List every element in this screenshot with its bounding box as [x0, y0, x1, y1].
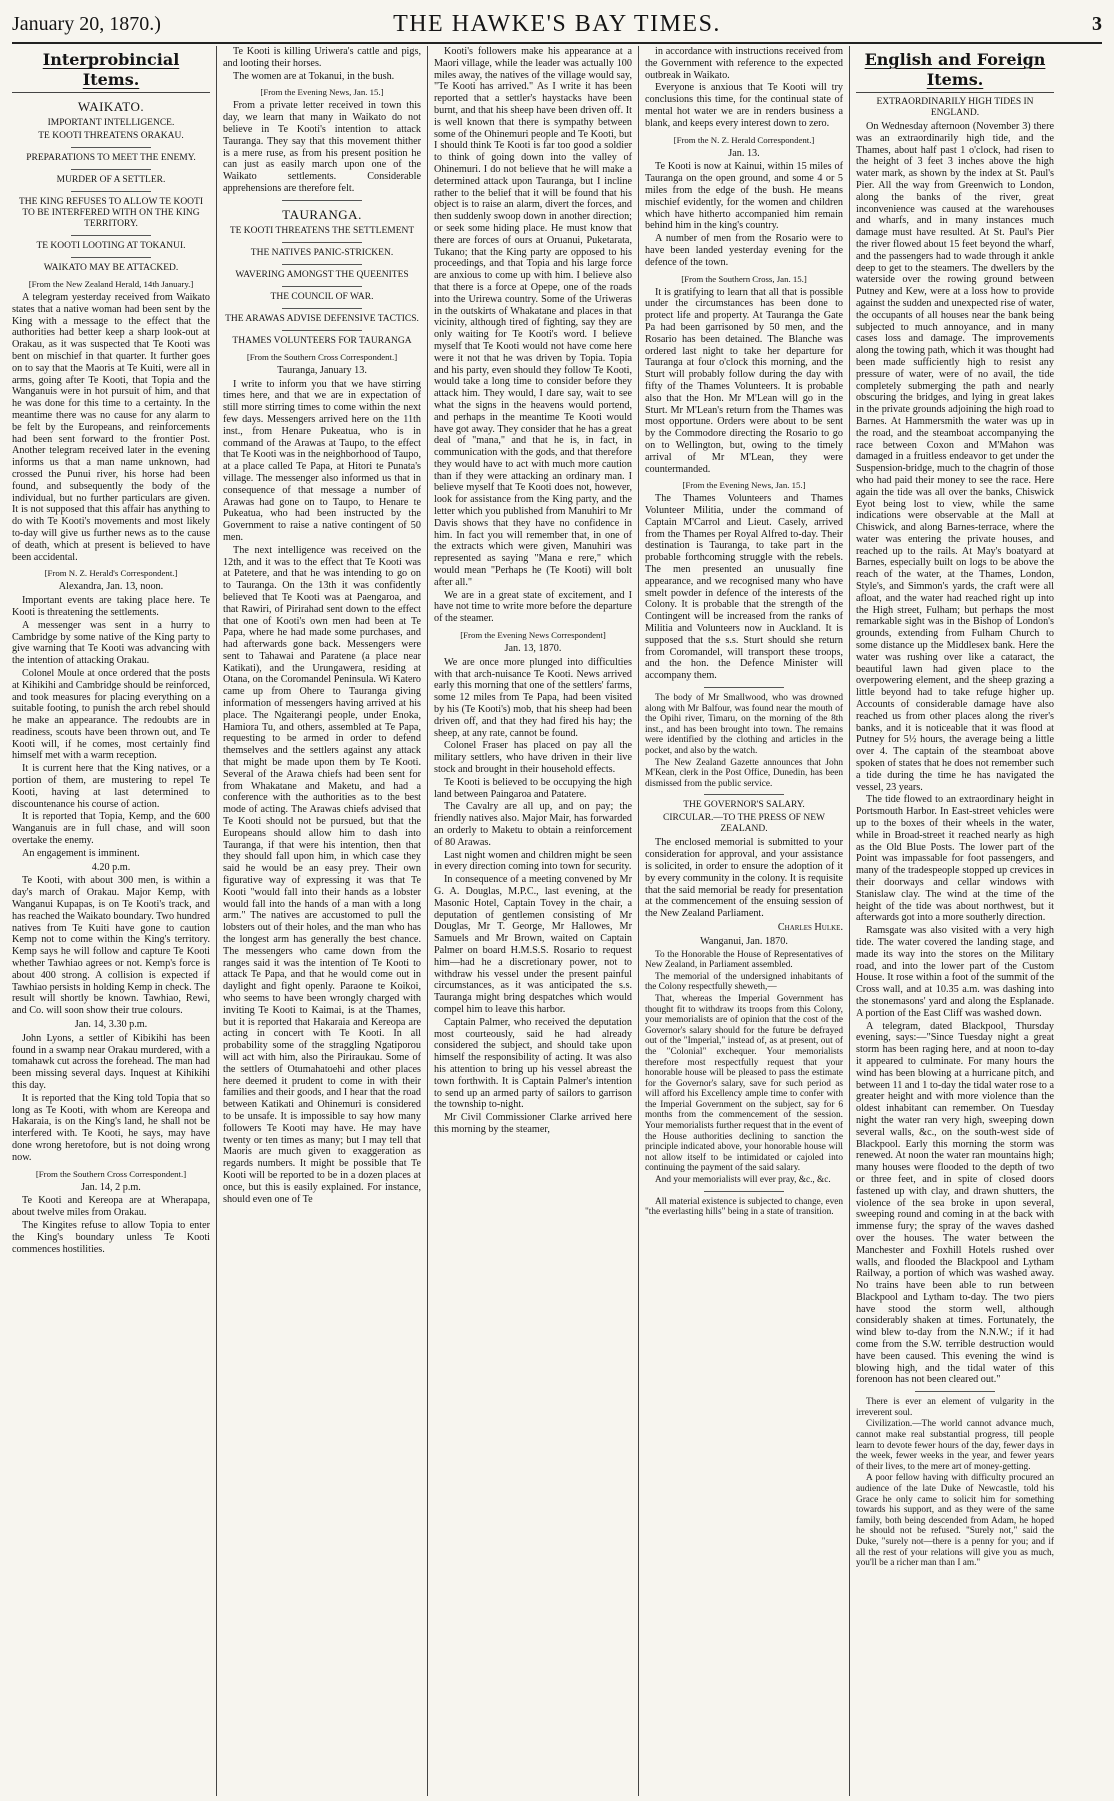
source-line: [From the Southern Cross Correspondent.] — [246, 351, 398, 362]
heading-high-tides: EXTRAORDINARILY HIGH TIDES IN ENGLAND. — [876, 97, 1034, 118]
paragraph: Te Kooti is believed to be occupying the high land between Paingaroa and Patatere. — [434, 776, 632, 800]
source-line: [From the N. Z. Herald Correspondent.] — [673, 134, 815, 145]
paragraph: The women are at Tokanui, in the bush. — [233, 70, 395, 82]
source-line: [From N. Z. Herald's Correspondent.] — [44, 568, 178, 579]
paragraph: That, whereas the Imperial Government has thought fit to withdraw its troops from this Colony, your memorialists are of opinion that the cost of the Governor's salary should for the future be defrayed out of the "Imperial," instead of, as at present, out of the "Colonial" exchequer. Your memorialists therefore most respectfully request that your honorable house will be pleased to pass the estimate for the Governor's salary, save for such period as will afford his Excellency ample time to confer with the Imperial Government on the subject, say for 6 months from the commencement of the session. Your memorialists further request that in the event of the House authorities declining to sanction the principle indicated above, your honorable house will not allow itself to be intimidated or cajoled into continuing the payment of the said salary. — [645, 993, 843, 1174]
dateline: Jan. 13, 1870. — [504, 643, 562, 655]
paragraph: Ramsgate was also visited with a very high tide. The water covered the landing stage, and made its way into the stores on the Military road, and into the lower part of the Custom House. It rose within a foot of the summit of the Cross wall, and at 10.35 a.m. was dashing into the stonemasons' yard and along the Esplanade. A portion of the East Cliff was washed down. — [856, 925, 1054, 1019]
paragraph: I write to inform you that we have stirring times here, and that we are in expectation of still more stirring times to come within the next few days. Messengers arrived here on the 11th inst., from Henare Pukeatua, who is in command of the Arawas at Taupo, to the effect that Te Kooti was in the neighborhood of Taupo, at a place called Te Papa, at Hitori te Punata's village. The messenger also informed us that in consequence of that message a number of Arawas had gone on to Taupo, to Henare te Pukeatua, who had been instructed by the Government to raise a native contingent of 50 men. — [223, 378, 421, 543]
paragraph: An engagement is imminent. — [22, 847, 140, 859]
paragraph: And your memorialists will ever pray, &c., &c. — [655, 1175, 831, 1186]
heading-tauranga: TAURANGA. — [282, 206, 362, 222]
paragraph: Colonel Moule at once ordered that the posts at Kihikihi and Cambridge should be reinforced, and took measures for placing everything on a suitable footing, to punish the arch rebel should he make an appearance. The redoubts are in readiness, scouts have been thrown out, and Te Kooti will, if he comes, most certainly find himself met with a warm reception. — [12, 667, 210, 762]
paragraph: Last night women and children might be seen in every direction coming into town for security. — [434, 849, 632, 873]
subheading: MURDER OF A SETTLER. — [56, 175, 166, 185]
paragraph: The next intelligence was received on the 12th, and it was to the effect that Te Kooti was at Patetere, and that he was intending to go on to Tauranga. On the 13th it was confidently believed that Te Kooti was at Paengaroa, and that Rawiri, of Pirirahad sent down to the effect that one of Kooti's own men had been at Te Papa, where he had made some purchases, and had afterwards gone back. Messengers were sent to Tahawai and Paratene (a place near Katikati), and the Urungawera, residing at Otana, on the Coromandel Peninsula. Wi Katero came up from Ohere to Tauranga giving information of messengers having arrived at his place. The Ngaiterangi people, under Enoka, Hamiora Tu, and others, assembled at Te Papa, requesting to be armed in order to defend themselves and the settlers against any attack that might be made upon them by Te Kooti. Several of the Arawa chiefs had been sent for from Whakatane and Maketu, and had a conference with the authorities as to the best mode of acting. The Arawas chiefs advised that Te Kooti should not be pursued, but that the Europeans should allow him to dash into Tauranga, if that were his intention, then that they should fall upon him, in which case they said he would be an easy prey. Their own figurative way of expressing it was that Te Kooti "would fall into their hands as a lobster would fall into the hands of a man with a long arm." The natives are accustomed to pull the lobsters out of their holes, and the man who has the longest arm has generally the best chance. The messengers who came down from the ranges said it was the intention of Te Kooti to attack Te Papa, and that he would come out in daylight and fight openly. Paraone te Koikoi, who seems to have been wrongly charged with inviting Te Kooti to Kaimai, is at the Thames, but it is reported that Hakaraia and Kereopa are acting in concert with Te Kooti. In all probability some of the straggling Ngatiporou will act with him, also the Piriraukau. Some of the settlers of Otumahatoehi and other places here deemed it prudent to come in with their families and their goods, and I hear that the road between Katikati and Ohinemuri is considered to be unsafe. It is impossible to say how many followers Te Kooti may have. He may have twenty or ten times as many; but I may tell that Maoris are much given to exaggeration as regards numbers. It might be possible that Te Kooti will be reported to be in a dozen places at once, but this is easily explained. For instance, should even one of Te — [223, 544, 421, 1205]
subheading: THE ARAWAS ADVISE DEFENSIVE TACTICS. — [225, 313, 419, 324]
paragraph: Te Kooti, with about 300 men, is within a day's march of Orakau. Major Kemp, with Wanganui Kupapas, is on Te Kooti's track, and has reached the Waikato boundary. Two hundred natives from Te Kuiti have gone to caution Kemp not to come within the King's territory. Kemp says he will follow and capture Te Kooti whether Tawhiao agrees or not. Kemp's force is about 400 strong. A collision is expected if Tawhiao persists in holding Kemp in check. The result will shortly be known. Tawhiao, Rewi, and Co. will soon show their true colours. — [12, 875, 211, 1017]
subheading: TE KOOTI THREATENS ORAKAU. — [38, 131, 184, 141]
paragraph: It is reported that Topia, Kemp, and the 600 Wanganuis are in full chase, and will soon overtake the enemy. — [12, 811, 210, 847]
paragraph: Everyone is anxious that Te Kooti will try conclusions this time, for the continual state of mental hot water we are in renders business a blank, and keeps every interest down to zero. — [645, 82, 843, 129]
paragraph: The memorial of the undersigned inhabitants of the Colony respectfully sheweth,— — [645, 971, 843, 993]
dateline: Jan. 14, 2 p.m. — [81, 1181, 141, 1193]
paragraph: It is reported that the King told Topia that so long as Te Kooti, with whom are Kereopa and Hakaraia, is on the King's land, he shall not be interfered with. Te Kooti, he says, may have done wrong heretofore, but is not doing wrong now. — [12, 1092, 210, 1163]
paragraph: John Lyons, a settler of Kibikihi has been found in a swamp near Orakau murdered, with a tomahawk cut across the forehead. The man had been missing several days. Inquest at Kihikihi this day. — [12, 1032, 210, 1091]
dateline: 4.20 p.m. — [91, 861, 131, 873]
source-line: [From the Evening News Correspondent] — [460, 630, 606, 641]
column-1 — [12, 46, 217, 1796]
paragraph: Colonel Fraser has placed on pay all the military settlers, who have driven in their live stock and brought in their household effects. — [434, 740, 632, 776]
dateline: Jan. 13. — [728, 147, 760, 159]
subheading: PREPARATIONS TO MEET THE ENEMY. — [26, 153, 196, 163]
source-line: [From the Southern Cross, Jan. 15.] — [681, 273, 807, 284]
footnote: All material existence is subjected to change, even "the everlasting hills" being in a state of transition. — [645, 1196, 843, 1218]
dateline: Alexandra, Jan. 13, noon. — [58, 581, 164, 593]
subheading: THAMES VOLUNTEERS FOR TAURANGA — [232, 335, 412, 346]
paragraph: The Thames Volunteers and Thames Volunteer Militia, under the command of Captain M'Carrol and Lieut. Casely, arrived from the Thames per Royal Alfred to-day. Their destination is Tauranga, to take part in the probable forthcoming struggle with the rebels. The men presented an unusually fine appearance, and we recognised many who have smelt powder in defence of the interests of the Colony. It is probable that the strength of the Contingent will be increased from the ranks of Militia and Volunteers now in Auckland. It is supposed that the s.s. Sturt should she return from Coromandel, will transport these troops, and the hon. the Defence Minister will accompany them. — [645, 493, 843, 682]
paragraph: From a private letter received in town this day, we learn that many in Waikato do not believe in Te Kooti's intention to attack Tauranga. They say that this movement thither is a mere ruse, as from his present position he can just as easily march upon one of the Waikato settlements. Considerable apprehensions are therefore felt. — [223, 100, 421, 194]
paragraph: There is ever an element of vulgarity in the irreverent soul. — [856, 1397, 1054, 1418]
paragraph: in accordance with instructions received from the Government with reference to the expected outbreak in Waikato. — [645, 46, 843, 81]
paragraph: A messenger was sent in a hurry to Cambridge by some native of the King party to give warning that Te Kooti was advancing with the intention of attacking Orakau. — [12, 619, 210, 667]
page-number: 3 — [1092, 12, 1102, 35]
paragraph: The enclosed memorial is submitted to your consideration for approval, and your assistance is solicited, in order to ensure the adoption of it by every community in the colony. It is requisite that the said memorial be ready for presentation at the commencement of the ensuing session of the New Zealand Parliament. — [645, 837, 843, 920]
column-2 — [217, 46, 428, 1796]
heading-governors-salary: THE GOVERNOR'S SALARY. — [683, 800, 805, 811]
dateline: Jan. 14, 3.30 p.m. — [74, 1019, 148, 1031]
paragraph: Te Kooti is killing Uriwera's cattle and pigs, and looting their horses. — [223, 46, 421, 69]
paragraph: Important events are taking place here. Te Kooti is threatening the settlements. — [12, 595, 210, 618]
source-line: [From the Southern Cross Correspondent.] — [35, 1168, 187, 1179]
paragraph: A number of men from the Rosario were to have been landed yesterday evening for the defence of the town. — [645, 233, 843, 268]
subheading: WAIKATO MAY BE ATTACKED. — [43, 263, 179, 273]
paragraph: A poor fellow having with difficulty procured an audience of the late Duke of Newcastle, told his Grace he only came to solicit him for something towards his support, and as they were of the same family, both being descended from Adam, he hoped he should not be refused. "Surely not," said the Duke, "surely not—there is a penny for you; and if all the rest of your relations will give you as much, you'll be a richer man than I am." — [856, 1473, 1054, 1569]
subheading: THE KING REFUSES TO ALLOW TE KOOTI TO BE INTERFERED WITH ON THE KING TERRITORY. — [18, 197, 204, 229]
source-line: [From the New Zealand Herald, 14th January.] — [28, 279, 194, 289]
paragraph: Civilization.—The world cannot advance much, cannot make real substantial progress, till people learn to devote fewer hours of the day, fewer days in the week, fewer weeks in the year, and fewer years of their lives, to the mere art of money-getting. — [856, 1419, 1054, 1472]
place-date: Wanganui, Jan. 1870. — [700, 935, 788, 947]
paragraph: To the Honorable the House of Representatives of New Zealand, in Parliament assembled. — [645, 949, 843, 971]
paragraph: The body of Mr Smallwood, who was drowned along with Mr Balfour, was found near the mouth of the Opihi river, Timaru, on the morning of the 8th inst., and has been brought into town. The remains were identified by the clothing and articles in the pocket, and also by the watch. — [645, 693, 843, 757]
paragraph: In consequence of a meeting convened by Mr G. A. Douglas, M.P.C., last evening, at the Masonic Hotel, Captain Tovey in the chair, a deputation of gentlemen consisting of Mr Douglas, Mr T. George, Mr Hallowes, Mr Samuels and Mr Brown, waited on Captain Palmer on board H.M.S.S. Rosario to request him—had he a discretionary power, not to withdraw his vessel under the present painful circumstances, as it was anticipated the s.s. Tauranga might bring despatches which would compel him to leave this harbor. — [434, 874, 632, 1015]
dateline: Tauranga, January 13. — [277, 364, 367, 376]
paragraph: Kooti's followers make his appearance at a Maori village, while the leader was actually 100 miles away, the natives of the village would say, "Te Kooti has arrived." As I write it has been reported that a settler's haystacks have been burnt, and that his sheep have been driven off. It is well known that there is sympathy between some of the Ohinemuri people and Te Kooti, but I should think Te Kooti is far too good a soldier to think of going down into the valley of Ohinemuri. I do not believe that he will make a determined attack upon Tauranga, but I incline rather to the belief that it will be found that his object is to raise an alarm, divert the forces, and then suddenly swoop down in another direction; or seek some hiding place. He must know that there are forces of ours at Oruanui, Puketarata, Tukano; that the King party are opposed to his proceedings, and that Topia and his large force are anxious to come up with him. I believe also that there is a force at Opepe, one of the roads into the Urirewa country. Some of the Uriweras in the outskirts of Whakatane and places in that vicinity, although tired of fighting, say they are only waiting for Te Kooti's word. I believe myself that Te Kooti would not have come here were it not that he was driven by Topia. Topia and his party, even should they follow Te Kooti, would take a long time to consider before they attack him. They would, I dare say, wait to see what the signs in the heavens would portend, and perhaps in the meantime Te Kooti would have got away. They consider that he has a great deal of "mana," and that he is, in fact, in communication with the gods, and that therefore they would have to act with much more caution than if they were attacking an ordinary man. I believe myself that Te Kooti does not, however, look for assistance from the King party, and the letter which you published from Manuhiri to Mr Davis shows that they have no confidence in him. In fact you will remember that, in one of the extracts which were given, Manuhiri was represented as saying "Mana e rere," which would mean "Perhaps he (Te Kooti) will bolt after all." — [434, 46, 632, 588]
circular-heading: CIRCULAR.—TO THE PRESS OF NEW ZEALAND. — [663, 813, 825, 835]
column-5 — [850, 46, 1054, 1796]
subheading: WAVERING AMONGST THE QUEENITES — [235, 269, 409, 280]
subheading: TE KOOTI THREATENS THE SETTLEMENT — [229, 225, 415, 236]
section-title-interprovincial: Interprobincial Items. — [12, 46, 210, 93]
subheading: THE COUNCIL OF WAR. — [270, 291, 374, 302]
paragraph: Te Kooti is now at Kainui, within 15 miles of Tauranga on the open ground, and some 4 or 5 miles from the edge of the bush. He means mischief evidently, for the women and children which have hitherto accompanied him remain behind him in the king's country. — [645, 161, 843, 232]
paragraph: It is gratifying to learn that all that is possible under the circumstances has been done to protect life and property. At Tauranga the Gate Pa had been garrisoned by 50 men, and the Rosario has been detained. The Blanche was ordered last night to take her departure for Tauranga at four o'clock this morning, and the Sturt will probably follow during the day with fifty of the Thames Volunteers. It is probable also that the Hon. Mr M'Lean will go in the Sturt. Mr M'Lean's return from the Thames was most opportune. Orders were about to be sent by the Commodore directing the Rosario to go on to Wellington, but, owing to the timely arrival of Mr M'Lean, they were countermanded. — [645, 286, 843, 475]
section-title-english-foreign: English and Foreign Items. — [856, 46, 1054, 93]
masthead — [12, 6, 1102, 44]
paragraph: On Wednesday afternoon (November 3) there was an extraordinarily high tide, and the Thames, about half past 1 o'clock, had risen to the height of 3 feet 3 inches above the high water mark, as shown by the index at St. Paul's Pier. All the way from Greenwich to London, along the banks of the river, great inconvenience was caused at the warehouses and wharfs, and in many instances much damage must have resulted. At St. Paul's Pier the river flowed about 15 feet beyond the wharf, and the passengers had to wade through it ankle deep to get to the steamers. The dwellers by the waterside over the rowing ground between Putney and Kew, were at a loss how to provide against the sudden and unexpected rise of water, the occupants of all houses near the bank being subjected to much annoyance, and in many cases loss and damage. The improvements along the towing path, which it was thought had been made sufficiently high to resist any pressure of water, were of no avail, the tide completely submerging the path and nearly obscuring the bridges, and lying in great lakes in the private grounds adjoining the high road to Barnes. At Hammersmith the water was up in the road, and the steamboat accompanying the race between Coxon and M'Mahon was damaged in a fruitless endeavor to get under the Suspension-bridge, much to the chagrin of those who had paid their money to see the race. Here again the tide was all over the banks, Chiswick Eyot being lost to view, while the same indications were observable at the Mall at Chiswick, and along Barnes-terrace, where the water was entering the private houses, and reached up to the rails. At May's boatyard at Barnes, especially built on logs to be above the reach of the water, at the Thames, London, Style's, and Simmon's yards, the craft were all afloat, and the water had reached right up into the High street, Fulham; but perhaps the most remarkable sight was in the Bishop of London's grounds, extending from Fulham Church to some distance up the Middlesex bank. Here the water was rushing over like a cataract, the beautiful lawn had given place to the overpowering element, and the sheep grazing a little beyond had to take refuge higher up. Accounts of considerable damage have also reached us from other places along the river's banks, and it is noticeable that it was flood at Putney for 5½ hours, the average being a little over 4. The captain of the steamboat above spoken of states that he does not remember such a tide during the time he has navigated the vessel, 23 years. — [856, 121, 1054, 793]
column-3 — [428, 46, 639, 1796]
paragraph: Te Kooti and Kereopa are at Wherapapa, about twelve miles from Orakau. — [12, 1195, 210, 1219]
source-line: [From the Evening News, Jan. 15.] — [260, 87, 384, 98]
paragraph: Captain Palmer, who received the deputation most courteously, said he had already considered the subject, and should take upon himself the responsibility of acting. It was also his attention to bring up his vessel abreast the town forthwith. It is Captain Palmer's intention to send up an armed party of sailors to garrison the township to-night. — [434, 1016, 632, 1111]
heading-waikato: WAIKATO. — [77, 99, 145, 114]
subheading: THE NATIVES PANIC-STRICKEN. — [250, 247, 394, 258]
paragraph: A telegram yesterday received from Waikato states that a native woman had been sent by the King with a message to the effect that the authorities had better keep a sharp look-out at Orakau, as it was suspected that Te Kooti was bent on mischief in that quarter. It further goes on to say that the Maoris at Te Kuiti, were all in arms, going after Te Kooti, that Topia and the Wanganuis were in hot pursuit of him, and that he was done for this time to a certainty. In the meantime there was no cause for any alarm to be felt by the Europeans, and reinforcements had been sent forward to the frontier Post. Another telegram received later in the evening informs us that a man name unknown, had crossed the Punui river, his horse had been found, and subsequently the body of the individual, but no further particulars are given. It is not supposed that this affair has anything to do with Te Kooti's movements and most likely to-day will give us further news as to the cause of death, which at present is believed to have been accidental. — [12, 292, 210, 563]
issue-date: January 20, 1870.) — [12, 12, 161, 35]
paragraph: Mr Civil Commissioner Clarke arrived here this morning by the steamer, — [434, 1112, 632, 1135]
paragraph: The Cavalry are all up, and on pay; the friendly natives also. Major Mair, has forwarded an orderly to Maketu to obtain a reinforcement of 80 Arawas. — [434, 801, 632, 848]
newspaper-title: THE HAWKE'S BAY TIMES. — [393, 10, 721, 37]
subheading: IMPORTANT INTELLIGENCE. — [47, 118, 175, 128]
paragraph: A telegram, dated Blackpool, Thursday evening, says:—"Since Tuesday night a great storm has been raging here, and at noon to-day it appeared to culminate. For many hours the wind has been blowing at a hurricane pitch, and between 11 and 1 to-day the tidal water rose to a greater height and with more violence than the oldest inhabitant can remember. On Tuesday night the water ran very high, sweeping down several walls, &c., on the south-west side of Blackpool. Early this morning the storm was renewed. At noon the water ran mountains high; many houses were flooded to the depth of two or three feet, and in spite of closed doors fastened up with clay, and drawn shutters, the violence of the sea broke in upon several, sweeping round and coming in at the back with immense fury; the spray of the waves dashed over the houses. The water between the Manchester and Foxhill Hotels rushed over walls, and flooded the Blackpool and Lytham Railway, a portion of which was washed away. No trains have been able to run between Blackpool and Lytham to-day. The two piers have stood the storm well, although considerably shaken at times. Fortunately, the wind blew to-day from the N.N.W.; if it had come from the S.W. terrible destruction would have been caused. This evening the wind is blowing high, and the tidal water of this forenoon has not been cleared out." — [856, 1020, 1054, 1386]
subheading: TE KOOTI LOOTING AT TOKANUI. — [36, 241, 186, 251]
paragraph: The Kingites refuse to allow Topia to enter the King's boundary unless Te Kooti commences hostilities. — [12, 1219, 210, 1255]
signature: Charles Hulke. — [777, 921, 843, 933]
paragraph: The New Zealand Gazette announces that John M'Kean, clerk in the Post Office, Dunedin, has been dismissed from the public service. — [645, 757, 843, 789]
columns — [12, 46, 1102, 1796]
paragraph: It is current here that the King natives, or a portion of them, are mustering to repel Te Kooti, having at last determined to discountenance his course of action. — [12, 763, 210, 810]
source-line: [From the Evening News, Jan. 15.] — [682, 480, 806, 491]
paragraph: The tide flowed to an extraordinary height in Portsmouth Harbor. In East-street vehicles were up to the boxes of their wheels in the water, while in Broad-street it reached nearly as high as the Old Blue Posts. The lower part of the Point was impassable for foot passengers, and many of the tradespeople stopped up crevices in their doorways and cellar windows with Stanislaw clay. The wind at the time of the height of the tide was about northwest, but it afterwards got into a more southerly direction. — [856, 794, 1054, 924]
paragraph: We are once more plunged into difficulties with that arch-nuisance Te Kooti. News arrived early this morning that one of the settlers' farms, some 12 miles from Te Papa, had been visited by his (Te Kooti's) mob, that his sheep had been driven off, and that they had fired his hay; the sheep, at any rate, cannot be found. — [434, 656, 632, 739]
column-4 — [639, 46, 850, 1796]
paragraph: We are in a great state of excitement, and I have not time to write more before the departure of the steamer. — [434, 589, 632, 625]
